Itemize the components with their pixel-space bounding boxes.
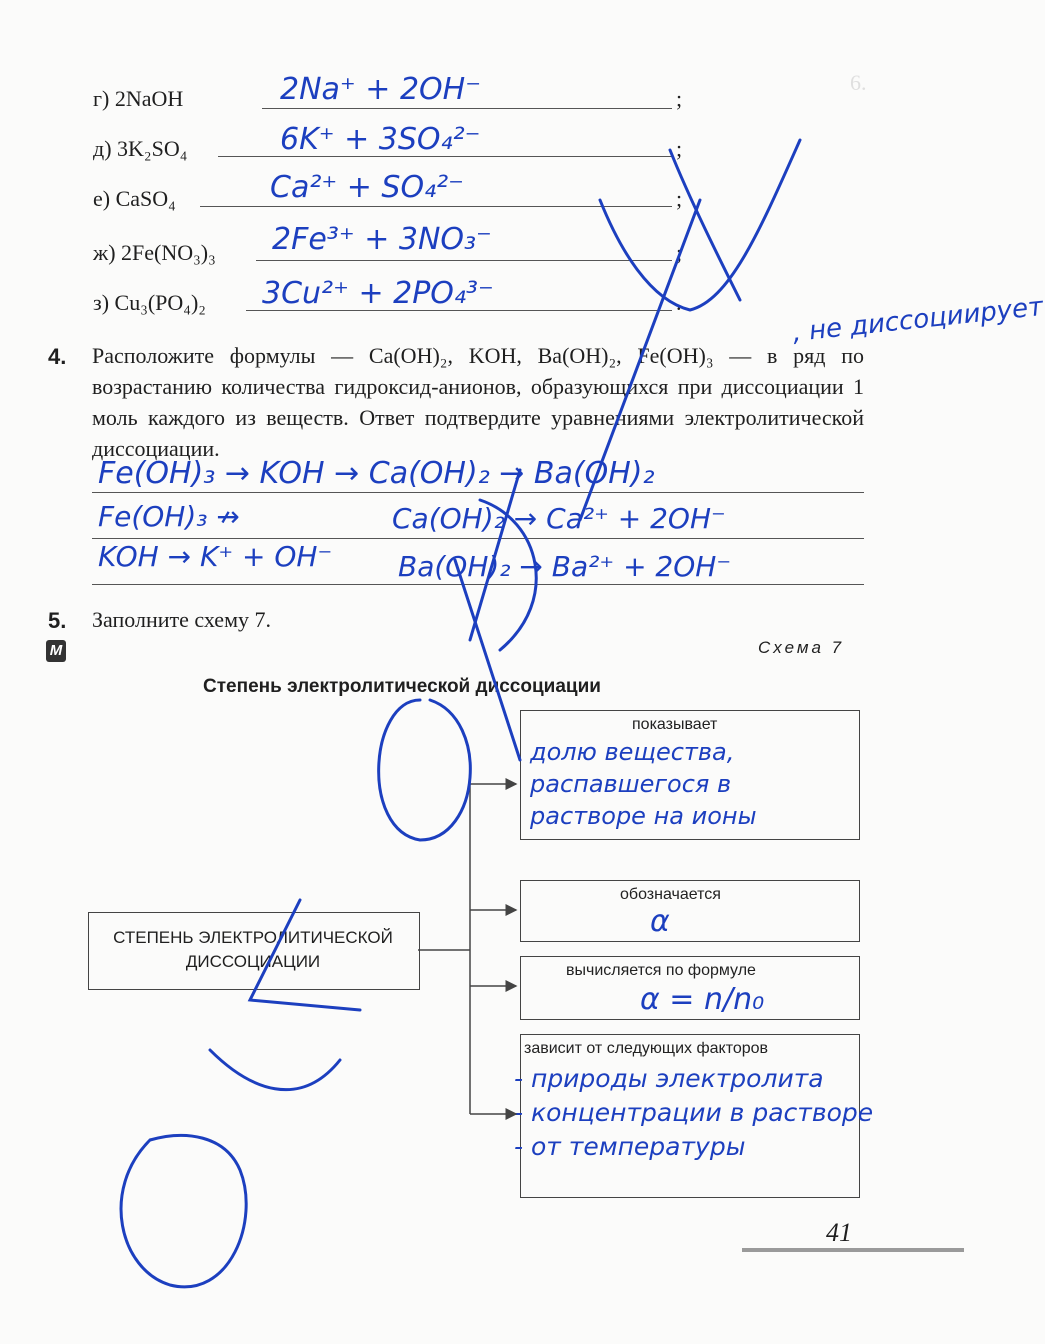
question-text: Заполните схему 7. <box>92 607 271 632</box>
line-end-punct: ; <box>676 186 683 211</box>
handwritten-answer: 2Fe³⁺ + 3NO₃⁻ <box>272 222 492 257</box>
schema-label: Схема 7 <box>758 638 845 657</box>
handwritten-answer: Fe(OH)₃ ↛ <box>98 500 240 533</box>
answer-line <box>92 584 864 585</box>
line-end-punct: ; <box>676 240 683 265</box>
answer-underline <box>200 206 672 207</box>
handwritten-answer: 2Na⁺ + 2OH⁻ <box>280 72 482 107</box>
handwritten-answer: долю вещества, распавшегося в растворе на ионы <box>530 738 757 830</box>
line-end-punct: . <box>676 290 682 315</box>
question-number: 4. <box>48 344 67 369</box>
handwritten-answer: Ca²⁺ + SO₄²⁻ <box>270 170 464 205</box>
box-label: обозначается <box>620 886 721 903</box>
handwritten-answer: α = n/n₀ <box>640 982 765 1017</box>
answer-line <box>92 492 864 493</box>
equation-label: ж) 2Fe(NO₃)₃ <box>93 240 216 265</box>
equation-label: г) 2NaOH <box>93 86 184 111</box>
method-icon: М <box>46 640 66 662</box>
question-number: 5. <box>48 608 67 633</box>
handwritten-side-note: , не диссоциирует <box>791 291 1045 349</box>
answer-underline <box>262 108 672 109</box>
answer-line <box>92 538 864 539</box>
handwritten-answer: - природы электролита - концентрации в растворе - от температуры <box>514 1064 874 1161</box>
page-number-rule <box>742 1248 964 1252</box>
main-concept-text: СТЕПЕНЬ ЭЛЕКТРОЛИТИЧЕСКОЙ ДИССОЦИАЦИИ <box>113 928 393 971</box>
line-end-punct: ; <box>676 136 683 161</box>
handwritten-answer: 3Cu²⁺ + 2PO₄³⁻ <box>262 276 494 311</box>
page-number: 41 <box>826 1218 852 1247</box>
handwritten-answer: Ca(OH)₂ → Ca²⁺ + 2OH⁻ <box>392 502 726 535</box>
answer-underline <box>256 260 672 261</box>
handwritten-answer: KOH → K⁺ + OH⁻ <box>98 540 333 573</box>
box-label: вычисляется по формуле <box>566 962 756 979</box>
bleed-through-text: 6. <box>850 70 867 95</box>
equation-label: е) CaSO₄ <box>93 186 176 211</box>
handwritten-answer-order: Fe(OH)₃ → KOH → Ca(OH)₂ → Ba(OH)₂ <box>98 456 655 491</box>
handwritten-answer: Ba(OH)₂ → Ba²⁺ + 2OH⁻ <box>398 550 732 583</box>
equation-label: д) 3K₂SO₄ <box>93 136 188 161</box>
question-text: Расположите формулы — Ca(OH)₂, KOH, Ba(OH)₂, Fe(OH)₃ — в ряд по возрастанию количества гидроксид-анионов, образующихся при диссоциации 1 моль каждого из веществ. Ответ подтвердите уравнениями электролитической диссоциации. <box>92 343 864 461</box>
line-end-punct: ; <box>676 86 683 111</box>
schema-title: Степень электролитической диссоциации <box>203 676 601 697</box>
handwritten-answer: α <box>650 904 670 939</box>
handwritten-answer: 6K⁺ + 3SO₄²⁻ <box>280 122 481 157</box>
box-label: зависит от следующих факторов <box>524 1040 769 1057</box>
box-label: показывает <box>632 716 718 733</box>
equation-label: з) Cu₃(PO₄)₂ <box>93 290 206 315</box>
